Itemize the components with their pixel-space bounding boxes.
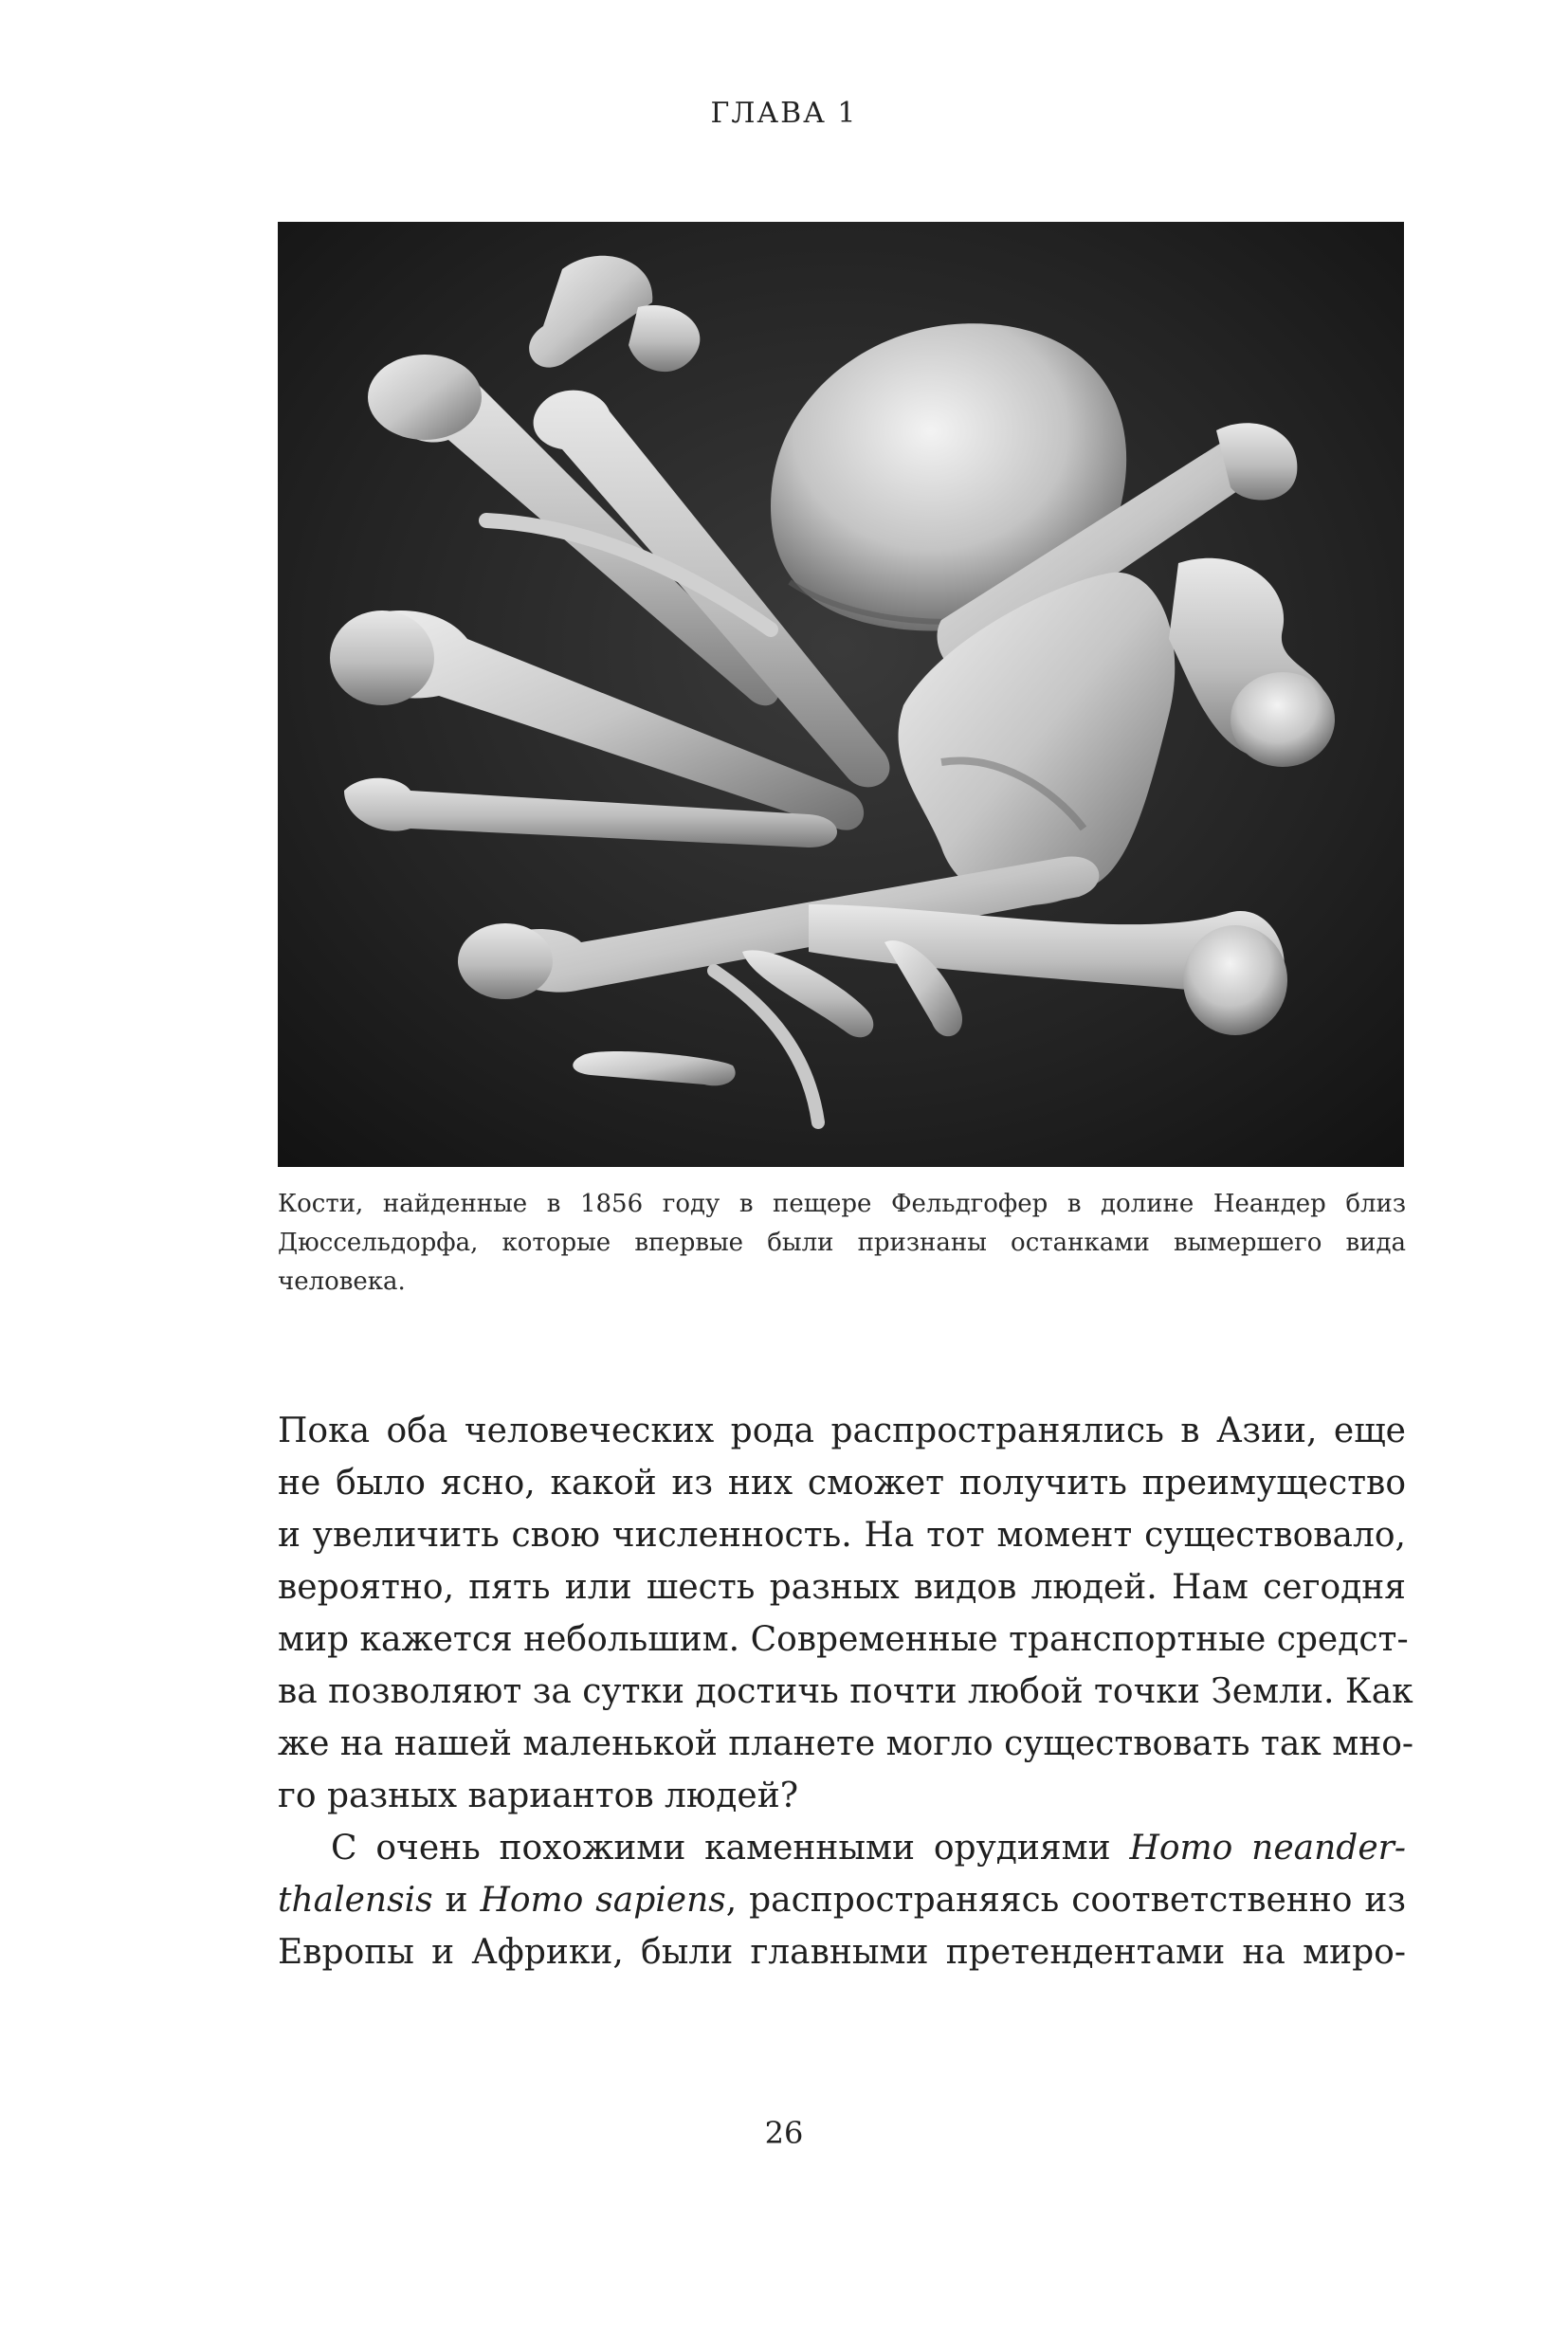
- text-run: и: [432, 1881, 481, 1920]
- caption-line: человека.: [278, 1267, 406, 1296]
- species-name: thalensis: [278, 1881, 433, 1920]
- paragraph-line: [278, 1874, 1406, 1926]
- paragraph-line: и увеличить свою численность. На тот момент существовало,: [278, 1516, 1406, 1555]
- caption-line: Дюссельдорфа, которые впервые были признаны останками вымершего вида: [278, 1229, 1406, 1257]
- caption-line: Кости, найденные в 1856 году в пещере Фельдгофер в долине Неандер близ: [278, 1190, 1406, 1218]
- species-name: Homo sapiens: [480, 1881, 726, 1920]
- text-run: С очень похожими каменными орудиями: [331, 1829, 1130, 1868]
- figure-caption: [278, 1185, 1406, 1302]
- paragraph-line: вероятно, пять или шесть разных видов людей. Нам сегодня: [278, 1568, 1406, 1607]
- photo-of-bones-icon: [278, 222, 1404, 1167]
- page-number: 26: [764, 2115, 804, 2151]
- paragraph-line: мир кажется небольшим. Современные транспортные средст-: [278, 1620, 1409, 1659]
- running-header: ГЛАВА 1: [710, 97, 858, 130]
- body-text: [278, 1405, 1414, 1978]
- paragraph-line: [278, 1822, 1406, 1874]
- paragraph-line: ва позволяют за сутки достичь почти любой точки Земли. Как: [278, 1672, 1413, 1711]
- paragraph-line: не было ясно, какой из них сможет получить преимущество: [278, 1464, 1406, 1503]
- species-name: Homo neander-: [1129, 1829, 1406, 1868]
- paragraph-line: же на нашей маленькой планете могло существовать так мно-: [278, 1724, 1414, 1763]
- bones-photo: [278, 222, 1404, 1167]
- paragraph-line: го разных вариантов людей?: [278, 1777, 799, 1815]
- text-run: , распространяясь соответственно из: [725, 1881, 1406, 1920]
- paragraph-line: Пока оба человеческих рода распространялись в Азии, еще: [278, 1412, 1406, 1450]
- paragraph-line: Европы и Африки, были главными претендентами на миро-: [278, 1933, 1406, 1972]
